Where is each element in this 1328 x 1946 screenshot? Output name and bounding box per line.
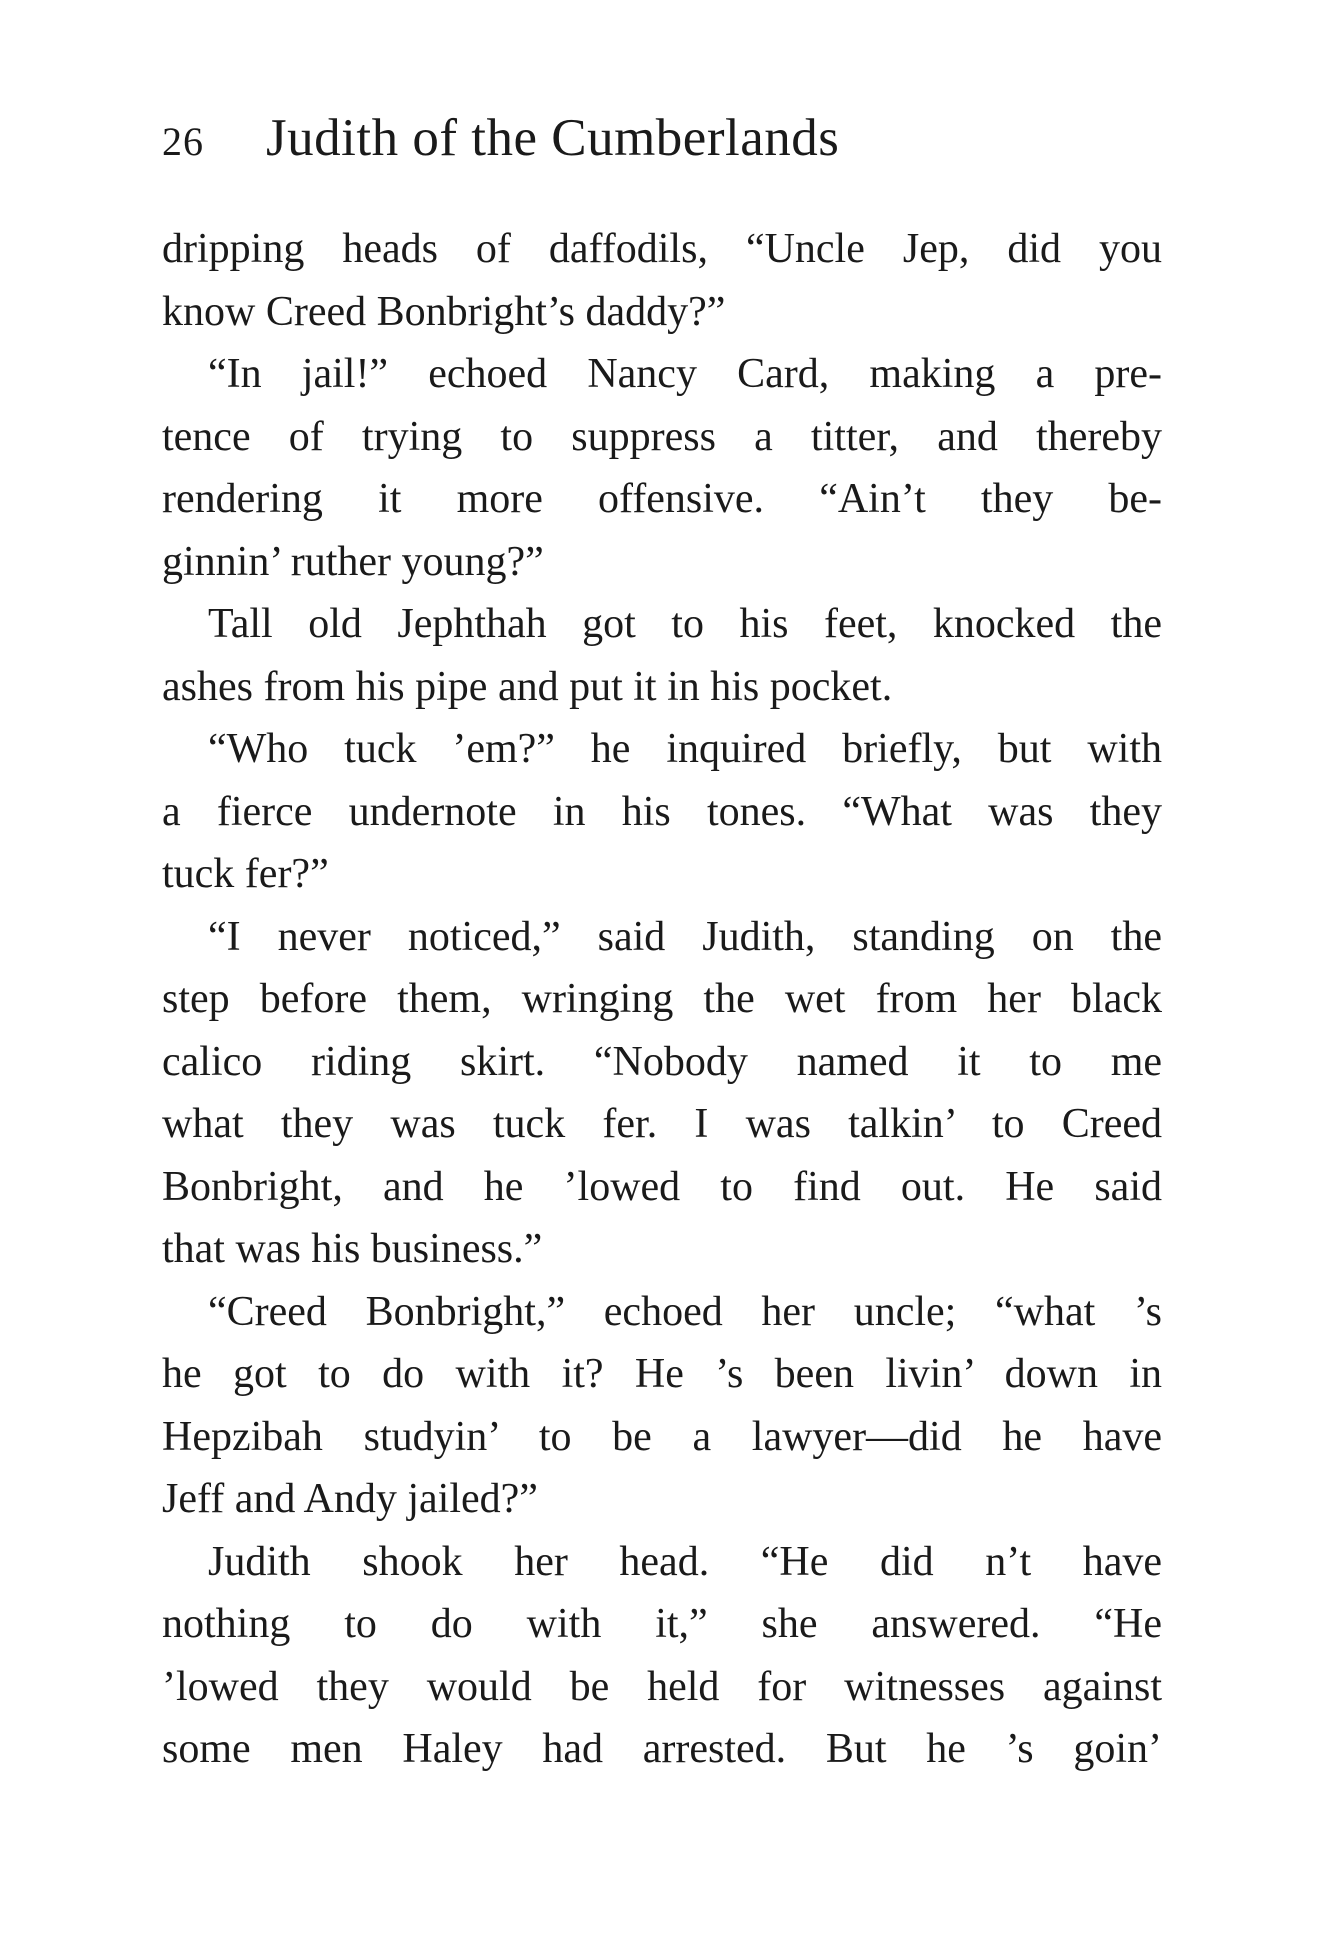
text-line: “Creed Bonbright,” echoed her uncle; “what ’s bbox=[208, 1288, 1162, 1335]
text-line: Tall old Jephthah got to his feet, knocked the bbox=[208, 601, 1162, 647]
running-head bbox=[162, 108, 1172, 178]
text-line: rendering it more offensive. “Ain’t they be- bbox=[162, 476, 1162, 522]
text-line: nothing to do with it,” she answered. “He bbox=[162, 1601, 1162, 1647]
page-number: 26 bbox=[162, 119, 204, 164]
text-line: some men Haley had arrested. But he ’s goin’ bbox=[162, 1726, 1162, 1772]
text-line: he got to do with it? He ’s been livin’ down in bbox=[162, 1351, 1162, 1397]
text-line: ginnin’ ruther young?” bbox=[162, 538, 544, 585]
text-line: Bonbright, and he ’lowed to find out. He said bbox=[162, 1163, 1162, 1210]
body-text bbox=[162, 218, 1162, 1781]
text-line: dripping heads of daffodils, “Uncle Jep, did you bbox=[162, 226, 1162, 272]
running-title: Judith of the Cumberlands bbox=[266, 109, 840, 167]
text-line: Jeff and Andy jailed?” bbox=[162, 1476, 538, 1522]
text-line: tence of trying to suppress a titter, and thereby bbox=[162, 413, 1162, 460]
text-line: that was his business.” bbox=[162, 1226, 543, 1272]
text-line: Hepzibah studyin’ to be a lawyer—did he have bbox=[162, 1413, 1162, 1460]
text-line: Judith shook her head. “He did n’t have bbox=[208, 1538, 1162, 1585]
text-line: tuck fer?” bbox=[162, 851, 329, 897]
text-line: “Who tuck ’em?” he inquired briefly, but with bbox=[208, 726, 1162, 772]
text-line: know Creed Bonbright’s daddy?” bbox=[162, 288, 726, 335]
text-line: calico riding skirt. “Nobody named it to me bbox=[162, 1038, 1162, 1085]
text-line: a fierce undernote in his tones. “What was they bbox=[162, 788, 1162, 835]
text-line: step before them, wringing the wet from her black bbox=[162, 976, 1162, 1022]
text-line: ashes from his pipe and put it in his pocket. bbox=[162, 663, 893, 710]
text-line: ’lowed they would be held for witnesses against bbox=[162, 1663, 1162, 1710]
text-line: “In jail!” echoed Nancy Card, making a pre- bbox=[208, 351, 1162, 397]
text-line: “I never noticed,” said Judith, standing on the bbox=[208, 913, 1162, 960]
text-line: what they was tuck fer. I was talkin’ to Creed bbox=[162, 1101, 1162, 1147]
